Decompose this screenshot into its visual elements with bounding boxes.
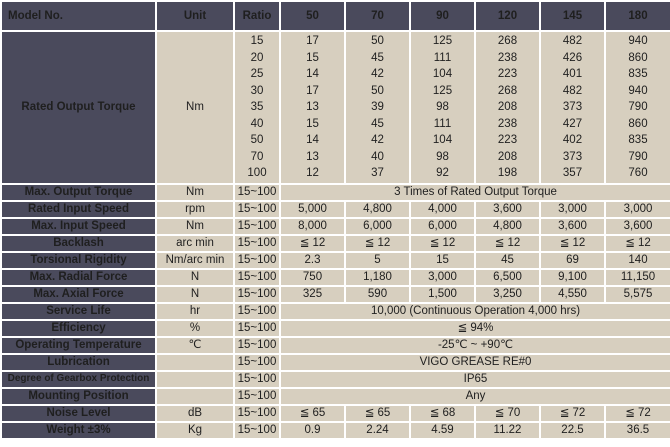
torque-value: 14 bbox=[306, 134, 319, 146]
row-value-50: 5,000 bbox=[281, 202, 344, 217]
row-unit: dB bbox=[157, 406, 233, 421]
torque-value: 50 bbox=[250, 134, 264, 146]
row-value-90: 4.59 bbox=[411, 423, 474, 438]
torque-value: 373 bbox=[562, 150, 583, 163]
row-value-50: ≦ 12 bbox=[281, 236, 344, 251]
torque-col-50 bbox=[281, 32, 344, 183]
torque-value: 357 bbox=[562, 167, 583, 179]
torque-row bbox=[2, 32, 670, 183]
row-span-value: VIGO GREASE RE#0 bbox=[281, 355, 670, 370]
row-label: Degree of Gearbox Protection bbox=[2, 372, 155, 387]
row-ratio: 15~100 bbox=[235, 270, 279, 285]
row-value-50: 0.9 bbox=[281, 423, 344, 438]
spec-row bbox=[2, 355, 670, 370]
row-value-145: ≦ 72 bbox=[541, 406, 604, 421]
header-unit: Unit bbox=[157, 2, 233, 30]
row-unit bbox=[157, 372, 233, 387]
row-ratio: 15~100 bbox=[235, 338, 279, 353]
row-value-90: ≦ 68 bbox=[411, 406, 474, 421]
torque-value: 39 bbox=[371, 101, 384, 113]
spec-row bbox=[2, 423, 670, 438]
torque-value: 104 bbox=[432, 134, 453, 146]
row-ratio: 15~100 bbox=[235, 253, 279, 268]
torque-value: 790 bbox=[628, 150, 648, 163]
torque-value: 223 bbox=[497, 68, 518, 80]
row-value-120: 45 bbox=[476, 253, 539, 268]
row-label: Torsional Rigidity bbox=[2, 253, 155, 268]
torque-value: 15 bbox=[250, 35, 264, 47]
row-value-180: 11,150 bbox=[606, 270, 670, 285]
torque-value: 125 bbox=[432, 84, 453, 97]
torque-value: 482 bbox=[562, 35, 583, 47]
torque-value: 92 bbox=[436, 167, 449, 179]
torque-value: 98 bbox=[436, 101, 449, 113]
torque-value: 427 bbox=[562, 117, 583, 130]
row-value-90: 6,000 bbox=[411, 219, 474, 234]
row-value-180: 140 bbox=[606, 253, 670, 268]
torque-col-180 bbox=[606, 32, 670, 183]
row-value-120: 3,250 bbox=[476, 287, 539, 302]
row-label: Max. Input Speed bbox=[2, 219, 155, 234]
row-unit: hr bbox=[157, 304, 233, 319]
row-unit: Kg bbox=[157, 423, 233, 438]
spec-row bbox=[2, 338, 670, 353]
torque-value: 790 bbox=[628, 101, 648, 113]
row-label: Max. Radial Force bbox=[2, 270, 155, 285]
spec-row bbox=[2, 236, 670, 251]
torque-value: 35 bbox=[250, 101, 264, 113]
row-unit bbox=[157, 389, 233, 404]
row-value-90: 15 bbox=[411, 253, 474, 268]
torque-value: 860 bbox=[628, 117, 648, 130]
row-value-145: 4,550 bbox=[541, 287, 604, 302]
row-ratio: 15~100 bbox=[235, 236, 279, 251]
torque-value: 268 bbox=[497, 84, 518, 97]
row-value-120: 11.22 bbox=[476, 423, 539, 438]
torque-unit: Nm bbox=[157, 32, 233, 183]
row-value-180: 5,575 bbox=[606, 287, 670, 302]
torque-value: 30 bbox=[250, 84, 264, 97]
torque-value: 40 bbox=[250, 117, 264, 130]
torque-value: 835 bbox=[628, 134, 648, 146]
row-label: Max. Axial Force bbox=[2, 287, 155, 302]
row-label: Operating Temperature bbox=[2, 338, 155, 353]
torque-col-70 bbox=[346, 32, 409, 183]
row-label: Efficiency bbox=[2, 321, 155, 336]
row-span-value: 10,000 (Continuous Operation 4,000 hrs) bbox=[281, 304, 670, 319]
header-model-50: 50 bbox=[281, 2, 344, 30]
row-value-120: 3,600 bbox=[476, 202, 539, 217]
row-value-180: 3,600 bbox=[606, 219, 670, 234]
torque-value: 482 bbox=[562, 84, 583, 97]
torque-label: Rated Output Torque bbox=[2, 32, 155, 183]
row-unit: rpm bbox=[157, 202, 233, 217]
spec-row bbox=[2, 406, 670, 421]
row-value-70: 4,800 bbox=[346, 202, 409, 217]
row-unit: % bbox=[157, 321, 233, 336]
torque-value: 15 bbox=[306, 117, 319, 130]
torque-value: 426 bbox=[562, 51, 583, 64]
spec-row bbox=[2, 287, 670, 302]
row-value-180: 36.5 bbox=[606, 423, 670, 438]
row-ratio: 15~100 bbox=[235, 202, 279, 217]
row-label: Lubrication bbox=[2, 355, 155, 370]
row-value-50: 325 bbox=[281, 287, 344, 302]
row-ratio: 15~100 bbox=[235, 389, 279, 404]
row-label: Backlash bbox=[2, 236, 155, 251]
header-model-90: 90 bbox=[411, 2, 474, 30]
row-value-70: 590 bbox=[346, 287, 409, 302]
row-ratio: 15~100 bbox=[235, 185, 279, 200]
torque-value: 208 bbox=[497, 101, 518, 113]
header-row bbox=[2, 2, 670, 30]
torque-value: 223 bbox=[497, 134, 518, 146]
row-value-180: ≦ 72 bbox=[606, 406, 670, 421]
torque-value: 13 bbox=[306, 150, 319, 163]
torque-value: 268 bbox=[497, 35, 518, 47]
torque-value: 40 bbox=[371, 150, 384, 163]
torque-value: 104 bbox=[432, 68, 453, 80]
row-ratio: 15~100 bbox=[235, 321, 279, 336]
row-value-50: ≦ 65 bbox=[281, 406, 344, 421]
torque-value: 12 bbox=[306, 167, 319, 179]
row-unit: N bbox=[157, 287, 233, 302]
spec-row bbox=[2, 372, 670, 387]
torque-value: 198 bbox=[497, 167, 518, 179]
row-value-70: ≦ 65 bbox=[346, 406, 409, 421]
torque-value: 98 bbox=[436, 150, 449, 163]
row-value-70: 1,180 bbox=[346, 270, 409, 285]
torque-value: 37 bbox=[371, 167, 384, 179]
row-label: Mounting Position bbox=[2, 389, 155, 404]
row-ratio: 15~100 bbox=[235, 304, 279, 319]
row-value-120: ≦ 12 bbox=[476, 236, 539, 251]
row-unit: arc min bbox=[157, 236, 233, 251]
row-unit: Nm bbox=[157, 185, 233, 200]
spec-row bbox=[2, 202, 670, 217]
row-value-145: 3,600 bbox=[541, 219, 604, 234]
row-ratio: 15~100 bbox=[235, 406, 279, 421]
row-label: Max. Output Torque bbox=[2, 185, 155, 200]
torque-value: 50 bbox=[371, 35, 384, 47]
row-value-70: 5 bbox=[346, 253, 409, 268]
row-value-90: 3,000 bbox=[411, 270, 474, 285]
torque-ratios bbox=[235, 32, 279, 183]
row-value-120: 4,800 bbox=[476, 219, 539, 234]
torque-value: 45 bbox=[371, 51, 384, 64]
row-unit: ℃ bbox=[157, 338, 233, 353]
row-label: Service Life bbox=[2, 304, 155, 319]
row-ratio: 15~100 bbox=[235, 423, 279, 438]
row-ratio: 15~100 bbox=[235, 287, 279, 302]
row-value-50: 2.3 bbox=[281, 253, 344, 268]
row-unit: N bbox=[157, 270, 233, 285]
torque-value: 15 bbox=[306, 51, 319, 64]
spec-row bbox=[2, 253, 670, 268]
spec-row bbox=[2, 389, 670, 404]
row-value-90: 1,500 bbox=[411, 287, 474, 302]
torque-value: 42 bbox=[371, 134, 384, 146]
torque-col-145 bbox=[541, 32, 604, 183]
row-value-145: 9,100 bbox=[541, 270, 604, 285]
row-ratio: 15~100 bbox=[235, 355, 279, 370]
spec-row bbox=[2, 185, 670, 200]
torque-value: 17 bbox=[306, 84, 319, 97]
torque-value: 42 bbox=[371, 68, 384, 80]
torque-value: 940 bbox=[628, 35, 648, 47]
header-model-70: 70 bbox=[346, 2, 409, 30]
row-span-value: ≦ 94% bbox=[281, 321, 670, 336]
torque-value: 860 bbox=[628, 51, 648, 64]
row-span-value: -25℃ ~ +90℃ bbox=[281, 338, 670, 353]
torque-value: 111 bbox=[433, 51, 452, 64]
header-model-180: 180 bbox=[606, 2, 670, 30]
torque-value: 125 bbox=[432, 35, 453, 47]
torque-value: 100 bbox=[247, 167, 267, 179]
row-value-120: ≦ 70 bbox=[476, 406, 539, 421]
torque-value: 25 bbox=[250, 68, 264, 80]
row-value-50: 750 bbox=[281, 270, 344, 285]
row-span-value: 3 Times of Rated Output Torque bbox=[281, 185, 670, 200]
row-unit: Nm/arc min bbox=[157, 253, 233, 268]
row-value-90: 4,000 bbox=[411, 202, 474, 217]
row-value-145: 69 bbox=[541, 253, 604, 268]
header-ratio: Ratio bbox=[235, 2, 279, 30]
torque-value: 111 bbox=[433, 117, 452, 130]
torque-col-120 bbox=[476, 32, 539, 183]
header-model-120: 120 bbox=[476, 2, 539, 30]
torque-value: 17 bbox=[306, 35, 319, 47]
torque-value: 13 bbox=[306, 101, 319, 113]
header-model-145: 145 bbox=[541, 2, 604, 30]
torque-value: 373 bbox=[562, 101, 583, 113]
torque-value: 14 bbox=[306, 68, 319, 80]
spec-row bbox=[2, 270, 670, 285]
row-label: Noise Level bbox=[2, 406, 155, 421]
torque-value: 238 bbox=[497, 51, 518, 64]
row-unit: Nm bbox=[157, 219, 233, 234]
row-value-70: ≦ 12 bbox=[346, 236, 409, 251]
row-ratio: 15~100 bbox=[235, 372, 279, 387]
torque-value: 835 bbox=[628, 68, 648, 80]
row-value-90: ≦ 12 bbox=[411, 236, 474, 251]
row-ratio: 15~100 bbox=[235, 219, 279, 234]
torque-value: 70 bbox=[250, 150, 264, 163]
spec-row bbox=[2, 219, 670, 234]
row-value-180: ≦ 12 bbox=[606, 236, 670, 251]
row-value-145: 3,000 bbox=[541, 202, 604, 217]
torque-value: 940 bbox=[628, 84, 648, 97]
row-value-70: 2.24 bbox=[346, 423, 409, 438]
row-value-145: ≦ 12 bbox=[541, 236, 604, 251]
torque-value: 20 bbox=[250, 51, 264, 64]
row-value-120: 6,500 bbox=[476, 270, 539, 285]
torque-value: 760 bbox=[628, 167, 648, 179]
row-value-70: 6,000 bbox=[346, 219, 409, 234]
header-model: Model No. bbox=[2, 2, 155, 30]
torque-value: 208 bbox=[497, 150, 518, 163]
row-unit bbox=[157, 355, 233, 370]
row-span-value: IP65 bbox=[281, 372, 670, 387]
torque-value: 402 bbox=[562, 134, 583, 146]
row-value-180: 3,000 bbox=[606, 202, 670, 217]
spec-row bbox=[2, 304, 670, 319]
torque-value: 238 bbox=[497, 117, 518, 130]
spec-row bbox=[2, 321, 670, 336]
torque-value: 401 bbox=[562, 68, 583, 80]
torque-col-90 bbox=[411, 32, 474, 183]
row-label: Weight ±3% bbox=[2, 423, 155, 438]
torque-value: 45 bbox=[371, 117, 384, 130]
row-value-50: 8,000 bbox=[281, 219, 344, 234]
row-span-value: Any bbox=[281, 389, 670, 404]
torque-value: 50 bbox=[371, 84, 384, 97]
row-value-145: 22.5 bbox=[541, 423, 604, 438]
row-label: Rated Input Speed bbox=[2, 202, 155, 217]
